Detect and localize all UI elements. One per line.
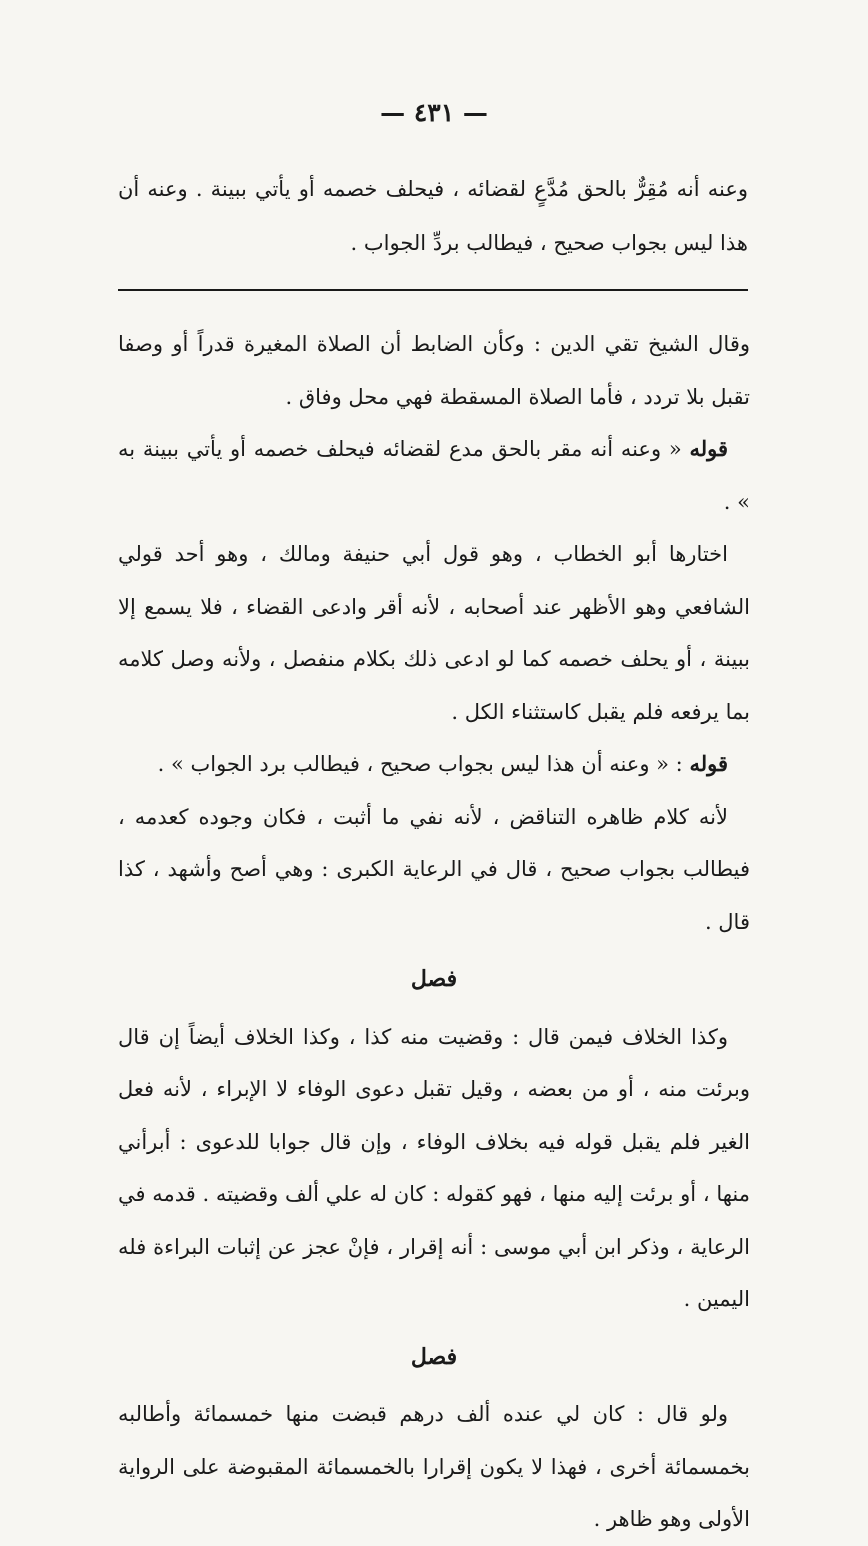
quote-paragraph <box>118 738 750 791</box>
commentary-paragraph: وكذا الخلاف فيمن قال : وقضيت منه كذا ، وكذا الخلاف أيضاً إن قال وبرئت منه ، أو من بعضه ، وقيل تقبل دعوى الوفاء لا الإبراء ، لأنه فعل الغير فلم يقبل قوله فيه بخلاف الوفاء ، وإن قال جوابا للدعوى : أبرأني منها ، أو برئت إليه منها ، فهو كقوله : كان له علي ألف وقضيته . قدمه في الرعاية ، وذكر ابن أبي موسى : أنه إقرار ، فإنْ عجز عن إثبات البراءة فله اليمين . <box>118 1024 750 1311</box>
section-heading: فصل <box>410 966 458 992</box>
commentary-paragraph: اختارها أبو الخطاب ، وهو قول أبي حنيفة ومالك ، وهو أحد قولي الشافعي وهو الأظهر عند أصحابه ، لأنه أقر وادعى القضاء ، فلا يسمع إلا ببينة ، أو يحلف خصمه كما لو ادعى ذلك بكلام منفصل ، ولأنه وصل كلامه بما يرفعه فلم يقبل كاستثناء الكل . <box>118 542 750 724</box>
quote-paragraph <box>118 423 750 528</box>
quote-text: « وعنه أنه مقر بالحق مدع لقضائه فيحلف خصمه أو يأتي ببينة به » . <box>118 437 750 514</box>
main-text: وعنه أنه مُقِرٌّ بالحق مُدَّعٍ لقضائه ، فيحلف خصمه أو يأتي ببينة . وعنه أن هذا ليس بجواب صحيح ، فيطالب بردِّ الجواب . <box>118 177 748 255</box>
commentary-paragraph: لأنه كلام ظاهره التناقض ، لأنه نفي ما أثبت ، فكان وجوده كعدمه ، فيطالب بجواب صحيح ، قال في الرعاية الكبرى : وهي أصح وأشهد ، كذا قال . <box>118 804 750 934</box>
commentary <box>118 318 750 1546</box>
divider-line <box>118 289 748 291</box>
commentary-paragraph: وقال الشيخ تقي الدين : وكأن الضابط أن الصلاة المغيرة قدراً أو وصفا تقبل بلا تردد ، فأما الصلاة المسقطة فهي محل وفاق . <box>118 332 750 409</box>
commentary-paragraph: ولو قال : كان لي عنده ألف درهم قبضت منها خمسمائة وأطالبه بخمسمائة أخرى ، فهذا لا يكون إقرارا بالخمسمائة المقبوضة على الرواية الأولى وهو ظاهر . <box>118 1402 750 1531</box>
section-heading: فصل <box>410 1343 458 1370</box>
quote-text: : « وعنه أن هذا ليس بجواب صحيح ، فيطالب برد الجواب » . <box>157 752 683 776</box>
quote-label: قوله <box>689 751 728 776</box>
page-number: — ٤٣١ — <box>380 98 488 127</box>
quote-label: قوله <box>689 436 728 461</box>
